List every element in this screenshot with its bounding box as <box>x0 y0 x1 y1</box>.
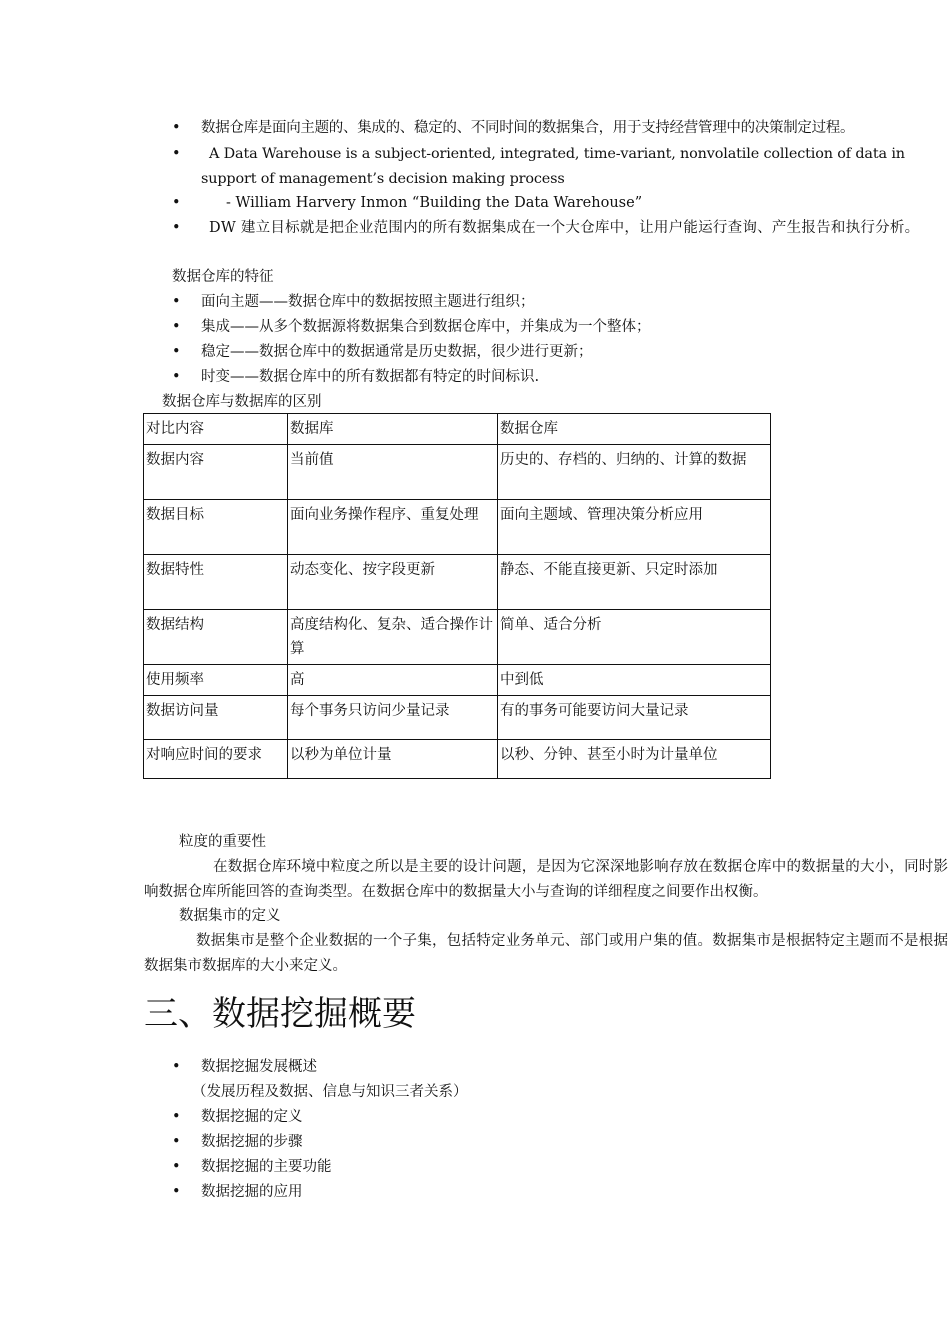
table-cell: 数据内容 <box>144 445 288 500</box>
table-row <box>144 696 771 740</box>
table-caption: 数据仓库与数据库的区别 <box>162 394 322 410</box>
table-row <box>144 740 771 779</box>
bullet-glyph: • <box>172 319 181 335</box>
bullet-glyph: • <box>172 1184 181 1200</box>
intro-bullet-1 <box>172 116 948 141</box>
section3-bullet-text: 数据挖掘的步骤 <box>201 1134 303 1150</box>
table-cell: 使用频率 <box>144 665 288 696</box>
table-cell: 高 <box>288 665 498 696</box>
section3-bullet-2 <box>172 1105 948 1130</box>
feature-bullet-2 <box>172 315 948 340</box>
section-title: 三、数据挖掘概要 <box>144 994 416 1034</box>
section3-bullet-text: 数据挖掘的主要功能 <box>201 1159 332 1175</box>
datamart-heading: 数据集市的定义 <box>179 908 281 924</box>
table-cell: 静态、不能直接更新、只定时添加 <box>498 555 771 610</box>
section3-bullet-text: 数据挖掘的应用 <box>201 1184 303 1200</box>
table-row <box>144 500 771 555</box>
intro-bullet-text: A Data Warehouse is a subject-oriented, integrated, time-variant, nonvolatile collection of data in support of management’s decision making process <box>201 146 905 187</box>
features-heading: 数据仓库的特征 <box>172 269 274 285</box>
table-cell: 中到低 <box>498 665 771 696</box>
feature-bullet-text: 面向主题——数据仓库中的数据按照主题进行组织； <box>201 294 535 310</box>
feature-bullet-3 <box>172 340 948 365</box>
granularity-paragraph: 在数据仓库环境中粒度之所以是主要的设计问题，是因为它深深地影响存放在数据仓库中的数据量的大小，同时影响数据仓库所能回答的查询类型。在数据仓库中的数据量大小与查询的详细程度之间要作出权衡。 <box>144 859 948 900</box>
bullet-glyph: • <box>172 294 181 310</box>
table-cell: 历史的、存档的、归纳的、计算的数据 <box>498 445 771 500</box>
table-cell: 数据目标 <box>144 500 288 555</box>
table-cell: 数据结构 <box>144 610 288 665</box>
bullet-glyph: • <box>172 344 181 360</box>
section3-bullet-1 <box>172 1055 948 1080</box>
table-cell: 对响应时间的要求 <box>144 740 288 779</box>
granularity-heading: 粒度的重要性 <box>179 834 266 850</box>
table-header-row <box>144 414 771 445</box>
intro-bullet-4 <box>172 216 948 241</box>
section3-subnote: （发展历程及数据、信息与知识三者关系） <box>192 1084 468 1100</box>
section3-bullet-text: 数据挖掘发展概述 <box>201 1059 317 1075</box>
section3-bullet-5 <box>172 1180 948 1205</box>
table-cell: 简单、适合分析 <box>498 610 771 665</box>
feature-bullet-4 <box>172 365 948 390</box>
table-cell: 动态变化、按字段更新 <box>288 555 498 610</box>
table-row <box>144 445 771 500</box>
bullet-glyph: • <box>172 146 181 162</box>
feature-bullet-text: 时变——数据仓库中的所有数据都有特定的时间标识. <box>201 369 540 385</box>
intro-bullet-3 <box>172 191 948 216</box>
intro-bullet-text: 数据仓库是面向主题的、集成的、稳定的、不同时间的数据集合，用于支持经营管理中的决策制定过程。 <box>201 120 855 136</box>
bullet-glyph: • <box>172 1109 181 1125</box>
table-cell: 以秒为单位计量 <box>288 740 498 779</box>
intro-bullet-text: - William Harvery Inmon “Building the Data Warehouse” <box>226 195 643 211</box>
bullet-glyph: • <box>172 195 181 211</box>
feature-bullet-text: 集成——从多个数据源将数据集合到数据仓库中，并集成为一个整体； <box>201 319 651 335</box>
feature-bullet-text: 稳定——数据仓库中的数据通常是历史数据，很少进行更新； <box>201 344 593 360</box>
bullet-glyph: • <box>172 1159 181 1175</box>
table-row <box>144 665 771 696</box>
table-cell: 以秒、分钟、甚至小时为计量单位 <box>498 740 771 779</box>
table-cell: 每个事务只访问少量记录 <box>288 696 498 740</box>
bullet-glyph: • <box>172 1059 181 1075</box>
table-header-cell: 数据仓库 <box>498 414 771 445</box>
section3-bullet-text: 数据挖掘的定义 <box>201 1109 303 1125</box>
table-cell: 数据特性 <box>144 555 288 610</box>
intro-bullet-2 <box>172 142 948 191</box>
table-cell: 面向业务操作程序、重复处理 <box>288 500 498 555</box>
section3-bullet-3 <box>172 1130 948 1155</box>
table-cell: 高度结构化、复杂、适合操作计算 <box>288 610 498 665</box>
table-header-cell: 数据库 <box>288 414 498 445</box>
table-cell: 当前值 <box>288 445 498 500</box>
table-header-cell: 对比内容 <box>144 414 288 445</box>
bullet-glyph: • <box>172 369 181 385</box>
table-row <box>144 555 771 610</box>
datamart-paragraph: 数据集市是整个企业数据的一个子集，包括特定业务单元、部门或用户集的值。数据集市是根据特定主题而不是根据数据集市数据库的大小来定义。 <box>144 933 948 974</box>
bullet-glyph: • <box>172 220 181 236</box>
bullet-glyph: • <box>172 120 181 136</box>
comparison-table <box>143 413 771 779</box>
section3-bullet-4 <box>172 1155 948 1180</box>
bullet-glyph: • <box>172 1134 181 1150</box>
table-cell: 面向主题域、管理决策分析应用 <box>498 500 771 555</box>
table-row <box>144 610 771 665</box>
table-cell: 有的事务可能要访问大量记录 <box>498 696 771 740</box>
feature-bullet-1 <box>172 290 948 315</box>
intro-bullet-text: DW 建立目标就是把企业范围内的所有数据集成在一个大仓库中，让用户能运行查询、产生报告和执行分析。 <box>209 220 920 236</box>
table-cell: 数据访问量 <box>144 696 288 740</box>
